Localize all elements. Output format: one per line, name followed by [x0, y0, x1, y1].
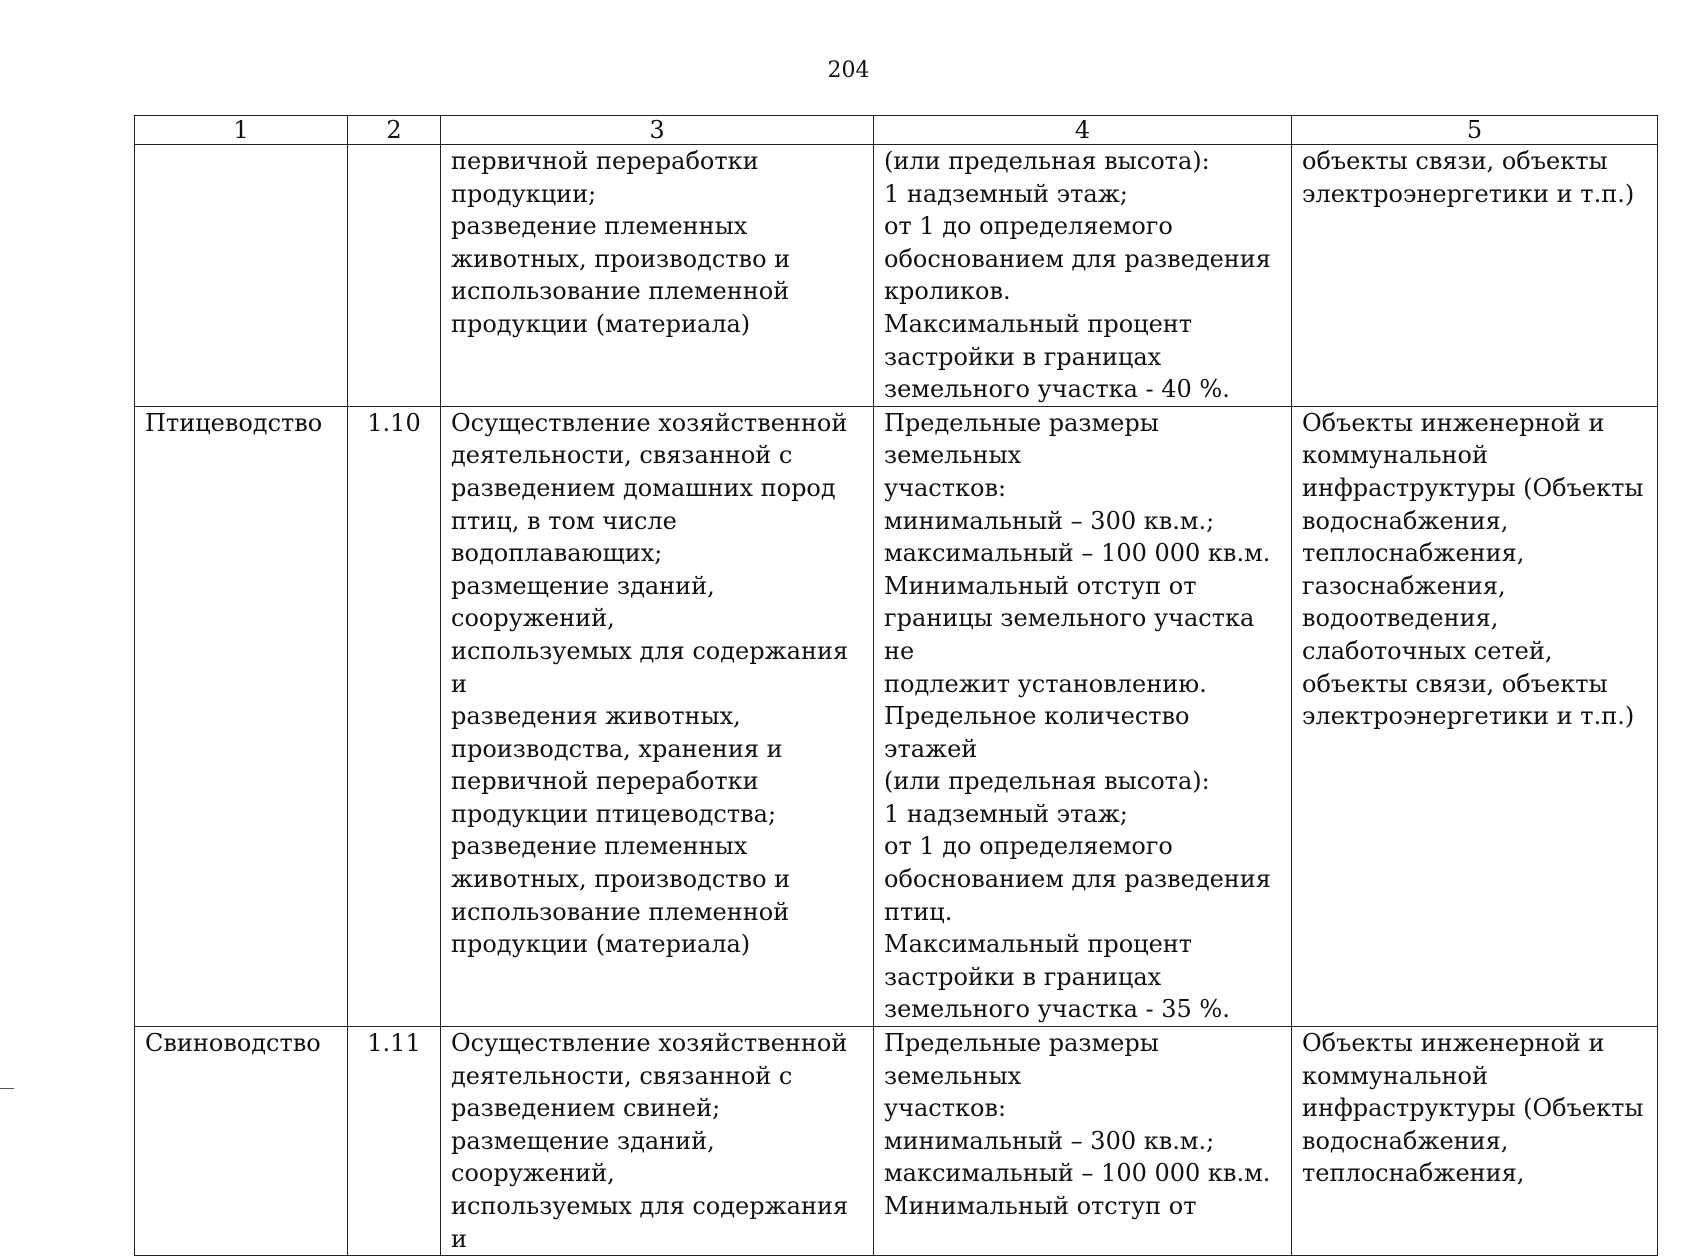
regulations-table [134, 115, 1658, 1256]
use-type-name [135, 145, 348, 407]
scan-edge-mark [0, 1088, 14, 1089]
limit-parameters: Предельные размеры земельных участков: минимальный – 300 кв.м.; максимальный – 100 000 кв.м. Минимальный отступ от границы земельного участка не подлежит установлению. Предельное количество этажей (или предельная высота): 1 надземный этаж; от 1 до определяемого обоснованием для разведения птиц. Максимальный процент застройки в границах земельного участка - 35 %. [874, 406, 1292, 1026]
column-header-2: 2 [348, 116, 441, 145]
use-type-name: Свиноводство [135, 1027, 348, 1256]
use-type-code: 1.10 [348, 406, 441, 1026]
auxiliary-objects: объекты связи, объекты электроэнергетики и т.п.) [1292, 145, 1658, 407]
table-header-row [135, 116, 1658, 145]
column-header-4: 4 [874, 116, 1292, 145]
use-type-description: первичной переработки продукции; разведение племенных животных, производство и использование племенной продукции (материала) [441, 145, 874, 407]
table-row [135, 1027, 1658, 1256]
use-type-code: 1.11 [348, 1027, 441, 1256]
column-header-1: 1 [135, 116, 348, 145]
use-type-description: Осуществление хозяйственной деятельности, связанной с разведением домашних пород птиц, в том числе водоплавающих; размещение зданий, сооружений, используемых для содержания и разведения животных, производства, хранения и первичной переработки продукции птицеводства; разведение племенных животных, производство и использование племенной продукции (материала) [441, 406, 874, 1026]
limit-parameters: Предельные размеры земельных участков: минимальный – 300 кв.м.; максимальный – 100 000 кв.м. Минимальный отступ от [874, 1027, 1292, 1256]
table-row [135, 145, 1658, 407]
column-header-5: 5 [1292, 116, 1658, 145]
use-type-name: Птицеводство [135, 406, 348, 1026]
limit-parameters: (или предельная высота): 1 надземный этаж; от 1 до определяемого обоснованием для разведения кроликов. Максимальный процент застройки в границах земельного участка - 40 %. [874, 145, 1292, 407]
use-type-description: Осуществление хозяйственной деятельности, связанной с разведением свиней; размещение зданий, сооружений, используемых для содержания и [441, 1027, 874, 1256]
page-number: 204 [827, 58, 870, 83]
auxiliary-objects: Объекты инженерной и коммунальной инфраструктуры (Объекты водоснабжения, теплоснабжения, [1292, 1027, 1658, 1256]
auxiliary-objects: Объекты инженерной и коммунальной инфраструктуры (Объекты водоснабжения, теплоснабжения, газоснабжения, водоотведения, слаботочных сетей, объекты связи, объекты электроэнергетики и т.п.) [1292, 406, 1658, 1026]
column-header-3: 3 [441, 116, 874, 145]
table-row [135, 406, 1658, 1026]
use-type-code [348, 145, 441, 407]
